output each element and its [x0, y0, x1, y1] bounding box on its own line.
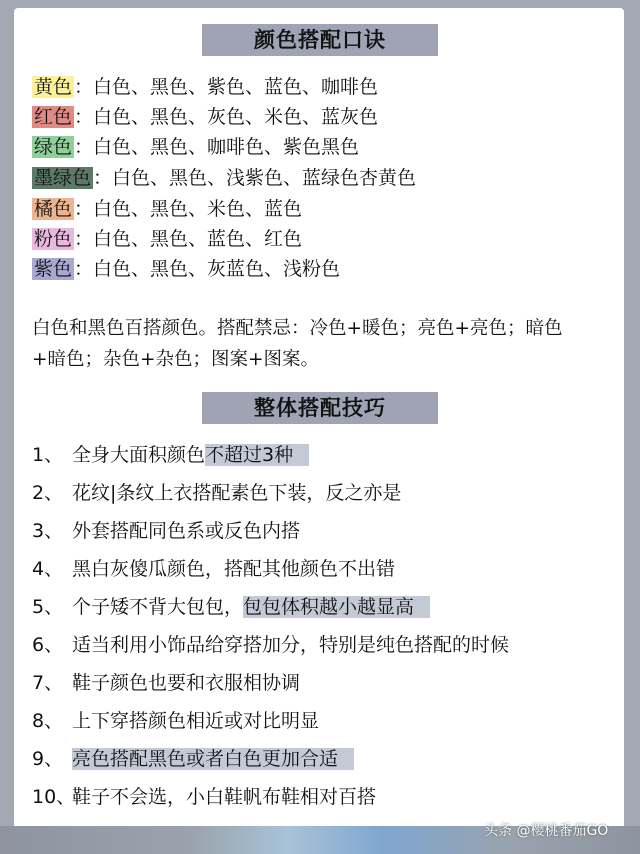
color-name-label: 粉色 [34, 228, 73, 250]
tip-number: 1、 [32, 444, 64, 466]
color-name-label: 红色 [34, 106, 73, 128]
tip-number: 2、 [32, 482, 64, 504]
tip-item [32, 516, 300, 543]
tip-item [32, 630, 509, 657]
tip-item [32, 668, 300, 695]
tip-highlight: 包包体积越小越显高 [243, 596, 430, 618]
color-row [32, 72, 378, 99]
color-separator: ： [74, 198, 94, 220]
color-match-text: 白色、黑色、咖啡色、紫色黑色 [93, 136, 360, 158]
tip-item [32, 592, 430, 619]
color-row [32, 163, 416, 190]
color-name-label: 绿色 [34, 136, 73, 158]
color-match-text: 白色、黑色、灰蓝色、浅粉色 [93, 258, 341, 280]
color-row [32, 224, 302, 251]
tip-number: 8、 [32, 710, 64, 732]
color-match-text: 白色、黑色、蓝色、红色 [93, 228, 303, 250]
tip-text: 鞋子不会选，小白鞋帆布鞋相对百搭 [72, 786, 377, 808]
tip-number: 10、 [32, 786, 76, 808]
tip-number: 5、 [32, 596, 64, 618]
tip-text: 鞋子颜色也要和衣服相协调 [72, 672, 301, 694]
tip-number: 4、 [32, 558, 64, 580]
tip-text: 黑白灰傻瓜颜色，搭配其他颜色不出错 [72, 558, 396, 580]
tip-text: 全身大面积颜色 [72, 444, 206, 466]
color-name-label: 墨绿色 [34, 167, 92, 189]
tip-item [32, 706, 319, 733]
tip-item [32, 478, 401, 505]
tip-highlight: 不超过3种 [205, 444, 309, 466]
color-row [32, 132, 359, 159]
tip-text: 适当利用小饰品给穿搭加分，特别是纯色搭配的时候 [72, 634, 510, 656]
tip-text: 上下穿搭颜色相近或对比明显 [72, 710, 320, 732]
color-row [32, 102, 378, 129]
paragraph-line-1: 白色和黑色百搭颜色。搭配禁忌：冷色+暖色；亮色+亮色；暗色 [32, 318, 563, 339]
tip-number: 9、 [32, 748, 64, 770]
color-separator: ： [93, 167, 113, 189]
watermark: 头条 @樱桃番茄GO [484, 823, 609, 839]
title-color-rhyme: 颜色搭配口诀 [202, 24, 438, 56]
color-match-text: 白色、黑色、灰色、米色、蓝灰色 [93, 106, 379, 128]
color-separator: ： [74, 106, 94, 128]
tip-number: 7、 [32, 672, 64, 694]
paragraph-line-2: +暗色；杂色+杂色；图案+图案。 [32, 349, 320, 370]
color-match-text: 白色、黑色、紫色、蓝色、咖啡色 [93, 76, 379, 98]
color-name-label: 黄色 [34, 76, 73, 98]
tip-text: 个子矮不背大包包， [72, 596, 244, 618]
tip-number: 6、 [32, 634, 64, 656]
color-separator: ： [74, 76, 94, 98]
color-row [32, 254, 340, 281]
color-separator: ： [74, 228, 94, 250]
tip-item [32, 554, 395, 581]
tip-highlight: 亮色搭配黑色或者白色更加合适 [72, 748, 354, 770]
title-outfit-tips: 整体搭配技巧 [202, 392, 438, 424]
tip-text: 外套搭配同色系或反色内搭 [72, 520, 301, 542]
color-match-text: 白色、黑色、浅紫色、蓝绿色杏黄色 [112, 167, 417, 189]
color-match-text: 白色、黑色、米色、蓝色 [93, 198, 303, 220]
color-row [32, 194, 302, 221]
color-separator: ： [74, 258, 94, 280]
color-name-label: 紫色 [34, 258, 73, 280]
tip-item [32, 744, 354, 771]
tip-text: 花纹|条纹上衣搭配素色下装，反之亦是 [72, 482, 402, 504]
color-name-label: 橘色 [34, 198, 73, 220]
tip-number: 3、 [32, 520, 64, 542]
tip-item [32, 782, 376, 809]
tip-item [32, 440, 309, 467]
color-separator: ： [74, 136, 94, 158]
